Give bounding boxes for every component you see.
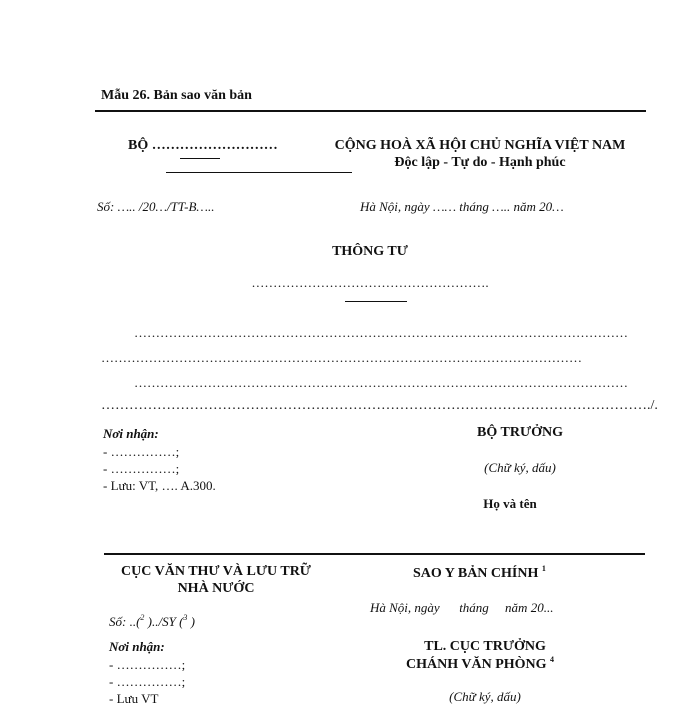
copy-signer-line-2 (406, 655, 554, 673)
recipient-item: - ……………; (103, 444, 180, 459)
ministry-name: BỘ ……………………… (128, 138, 278, 153)
subject-underline (345, 301, 407, 302)
national-motto: Độc lập - Tự do - Hạnh phúc (394, 155, 566, 170)
copy-agency-line-1: CỤC VĂN THƯ VÀ LƯU TRỮ (121, 564, 311, 579)
copy-number-mid: )../SY ( (144, 614, 184, 629)
body-line-1: …………………………………………………………………………………………………… (134, 325, 628, 340)
signer-name: Họ và tên (483, 496, 537, 511)
copy-signer-line-2-text: CHÁNH VĂN PHÒNG (406, 657, 547, 672)
place-date: Hà Nội, ngày …… tháng ….. năm 20… (360, 199, 564, 214)
copy-signature-note: (Chữ ký, dấu) (449, 689, 521, 704)
copy-number (109, 613, 195, 630)
body-line-3: …………………………………………………………………………………………………… (134, 375, 628, 390)
doc-subject: ………………………………………………. (251, 275, 489, 290)
signature-note: (Chữ ký, dấu) (484, 460, 556, 475)
footnote-ref-3: 3 (183, 613, 188, 622)
body-line-4: ………………………………………………………………………………………………………./. (101, 398, 658, 413)
copy-signer-line-1: TL. CỤC TRƯỞNG (424, 639, 546, 654)
copy-number-suffix: ) (187, 614, 196, 629)
national-title: CỘNG HOÀ XÃ HỘI CHỦ NGHĨA VIỆT NAM (334, 138, 626, 153)
copy-recipient-item: - Lưu VT (109, 691, 159, 706)
footnote-ref-2: 2 (140, 613, 145, 622)
copy-recipients-label: Nơi nhận: (109, 639, 165, 654)
footnote-ref-1: 1 (541, 564, 546, 573)
copy-number-prefix: Số: ..( (109, 614, 141, 629)
signer-title: BỘ TRƯỞNG (477, 425, 563, 440)
doc-number: Số: ….. /20…/TT-B….. (97, 199, 215, 214)
copy-recipient-item: - ……………; (109, 674, 186, 689)
copy-title (413, 564, 546, 582)
copy-title-text: SAO Y BẢN CHÍNH (413, 566, 539, 581)
ministry-underline-long (166, 172, 352, 173)
recipient-item: - Lưu: VT, …. A.300. (103, 478, 216, 493)
ministry-underline-short (180, 158, 220, 159)
footnote-ref-4: 4 (550, 655, 555, 664)
header-rule (95, 110, 646, 112)
body-line-2: ………………………………………………………………………………………………… (101, 350, 582, 365)
copy-recipient-item: - ……………; (109, 657, 186, 672)
recipients-label: Nơi nhận: (103, 426, 159, 441)
form-title: Mẫu 26. Bản sao văn bản (101, 88, 252, 103)
copy-place-date: Hà Nội, ngày tháng năm 20... (370, 600, 554, 615)
copy-separator-rule (104, 553, 645, 555)
doc-type: THÔNG TƯ (332, 244, 408, 259)
recipient-item: - ……………; (103, 461, 180, 476)
recipients-list (103, 443, 216, 494)
copy-recipients-list (109, 656, 185, 707)
copy-agency-line-2: NHÀ NƯỚC (177, 581, 255, 596)
